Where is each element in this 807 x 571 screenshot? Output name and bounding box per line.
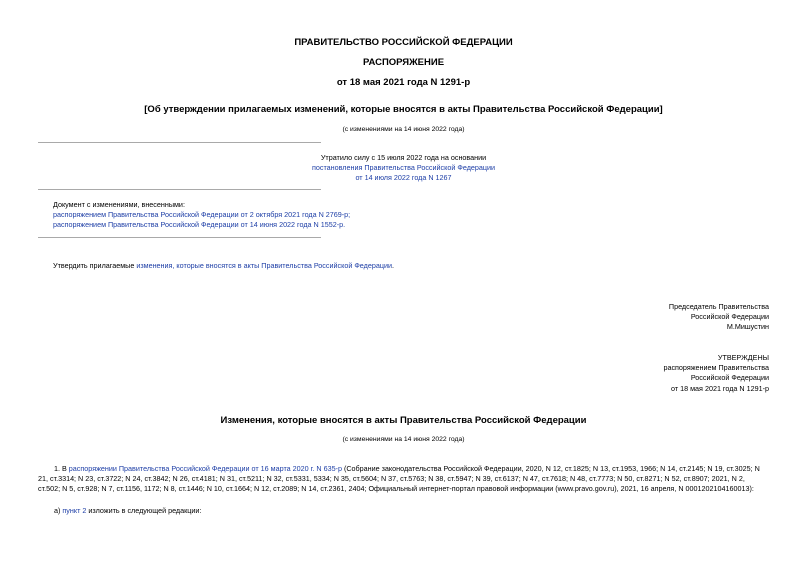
changes-title: Изменения, которые вносятся в акты Правительства Российской Федерации (220, 415, 587, 426)
amended-note: (с изменениями на 14 июня 2022 года) (342, 126, 465, 133)
point-2-link[interactable]: пункт 2 (62, 506, 87, 515)
signature-block (669, 302, 769, 333)
sub-item-a: а) пункт 2 изложить в следующей редакции: (54, 506, 202, 515)
expiry-link-resolution[interactable]: постановления Правительства Российской Федерации (311, 163, 496, 173)
amendment-link-2022[interactable]: распоряжением Правительства Российской Федерации от 14 июня 2022 года N 1552-р. (53, 220, 346, 230)
approved-changes-link[interactable]: изменения, которые вносятся в акты Правительства Российской Федерации (136, 261, 392, 270)
divider (38, 142, 321, 143)
amendment-link-2021[interactable]: распоряжением Правительства Российской Федерации от 2 октября 2021 года N 2769-р; (53, 210, 351, 220)
expiry-link-date[interactable]: от 14 июля 2022 года N 1267 (355, 173, 452, 183)
amendments-box (53, 200, 350, 231)
expiry-text: Утратило силу с 15 июля 2022 года на основании (320, 153, 487, 162)
item-1-paragraph: 1. В распоряжении Правительства Российской Федерации от 16 марта 2020 г. N 635-р (Собрание законодательства Российской Федерации, 2020, N 12, ст.1825; N 13, ст.1953, 1966; N 14, ст.2145; N 19, ст.3025; N 21, ст.3314; N 23, ст.3722; N 24, ст.3842; N 26, ст.4181; N 31, ст.5211; N 32, ст.5331, 5334; N 35, ст.5604; N 37, ст.5763; N 38, ст.5947; N 39, ст.6137; N 47, ст.7618; N 48, ст.7773; N 50, ст.8271; N 52, ст.8907; 2021, N 2, ст.502; N 5, ст.928; N 7, ст.1156, 1172; N 8, ст.1446; N 10, ст.1664; N 12, ст.2089; N 14, ст.2361, 2404; Официальный интернет-портал правовой информации (www.pravo.gov.ru), 2021, 16 апреля, N 0001202104160013): (38, 464, 760, 494)
doc-date-number: от 18 мая 2021 года N 1291-р (336, 77, 471, 88)
approved-block: УТВЕРЖДЕНЫ распоряжением Правительства Российской Федерации от 18 мая 2021 года N 1291-р (663, 353, 769, 393)
doc-title: [Об утверждении прилагаемых изменений, которые вносятся в акты Правительства Российской Федерации] (144, 104, 663, 115)
divider (38, 189, 321, 190)
doc-type-heading: РАСПОРЯЖЕНИЕ (362, 57, 445, 68)
signer-country: Российской Федерации (690, 312, 769, 322)
signer-position: Председатель Правительства (668, 302, 769, 311)
government-heading: ПРАВИТЕЛЬСТВО РОССИЙСКОЙ ФЕДЕРАЦИИ (294, 37, 513, 48)
approve-paragraph: Утвердить прилагаемые изменения, которые вносятся в акты Правительства Российской Федерации. (53, 261, 394, 270)
divider (38, 237, 321, 238)
approved-heading: УТВЕРЖДЕНЫ (717, 353, 769, 362)
expiry-notice (0, 153, 807, 184)
changes-amended-note: (с изменениями на 14 июня 2022 года) (342, 436, 465, 443)
signer-name: М.Мишустин (726, 322, 769, 332)
amendments-label: Документ с изменениями, внесенными: (53, 200, 185, 209)
decree-635-link[interactable]: распоряжении Правительства Российской Федерации от 16 марта 2020 г. N 635-р (68, 464, 342, 473)
